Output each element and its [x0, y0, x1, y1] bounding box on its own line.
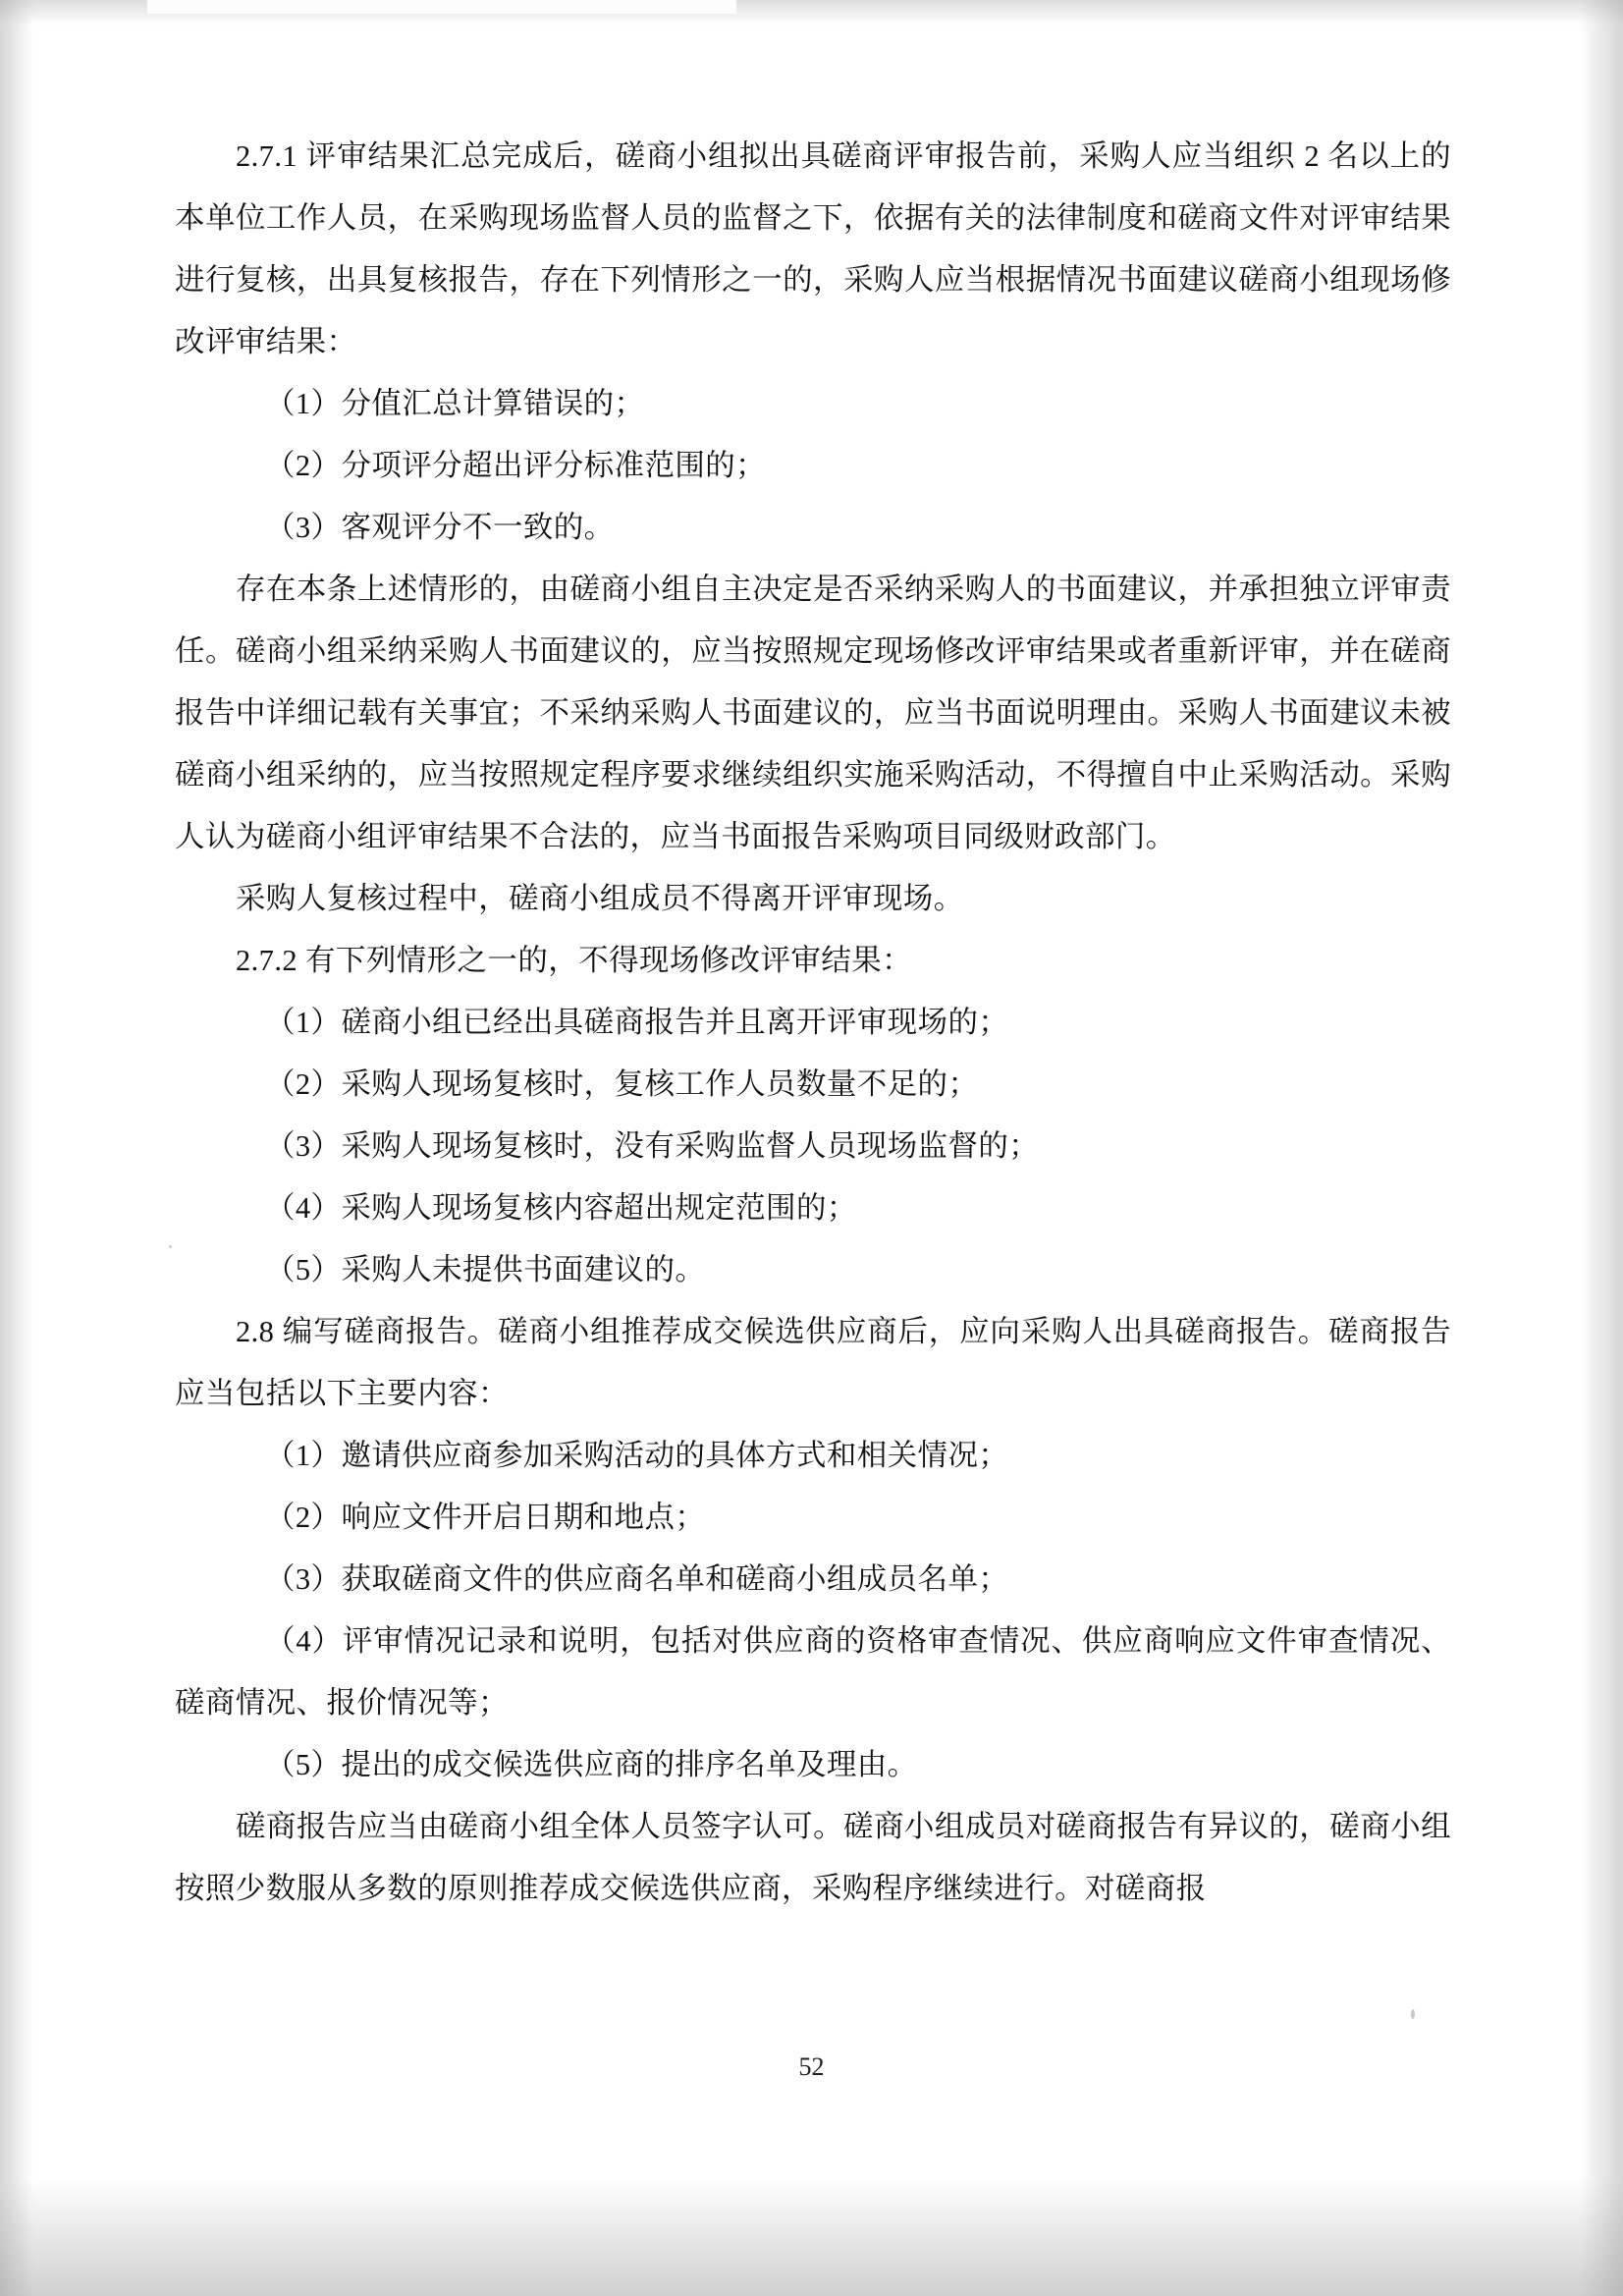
- paragraph: 2.7.1 评审结果汇总完成后，磋商小组拟出具磋商评审报告前，采购人应当组织 2 名以上的本单位工作人员，在采购现场监督人员的监督之下，依据有关的法律制度和磋商文件对评审结果进行复核，出具复核报告，存在下列情形之一的，采购人应当根据情况书面建议磋商小组现场修改评审结果：: [175, 139, 1451, 358]
- paragraph: （2）采购人现场复核时，复核工作人员数量不足的；: [265, 1067, 979, 1101]
- paragraph: （4）评审情况记录和说明，包括对供应商的资格审查情况、供应商响应文件审查情况、磋商情况、报价情况等；: [175, 1624, 1451, 1720]
- scan-edge-shading-top: [0, 0, 1623, 26]
- scan-speck: [169, 1245, 172, 1248]
- paragraph: 2.8 编写磋商报告。磋商小组推荐成交候选供应商后，应向采购人出具磋商报告。磋商报告应当包括以下主要内容：: [175, 1315, 1451, 1410]
- paragraph: （2）分项评分超出评分标准范围的；: [265, 449, 767, 482]
- scan-speck: [1411, 2009, 1415, 2019]
- page-number: 52: [798, 2052, 825, 2081]
- scan-edge-highlight-top: [147, 0, 736, 14]
- paragraph: （3）获取磋商文件的供应商名单和磋商小组成员名单；: [265, 1562, 1009, 1596]
- paragraph: （3）采购人现场复核时，没有采购监督人员现场监督的；: [265, 1129, 1040, 1163]
- paragraph: 2.7.2 有下列情形之一的，不得现场修改评审结果：: [236, 944, 913, 977]
- paragraph: （1）邀请供应商参加采购活动的具体方式和相关情况；: [265, 1439, 1009, 1472]
- scan-edge-shading-left: [0, 0, 33, 2296]
- scan-edge-shading-bottom: [0, 2178, 1623, 2296]
- scan-edge-shading-right: [1580, 0, 1623, 2296]
- paragraph: （5）提出的成交候选供应商的排序名单及理由。: [265, 1748, 918, 1781]
- paragraph: 存在本条上述情形的，由磋商小组自主决定是否采纳采购人的书面建议，并承担独立评审责任。磋商小组采纳采购人书面建议的，应当按照规定现场修改评审结果或者重新评审，并在磋商报告中详细记载有关事宜；不采纳采购人书面建议的，应当书面说明理由。采购人书面建议未被磋商小组采纳的，应当按照规定程序要求继续组织实施采购活动，不得擅自中止采购活动。采购人认为磋商小组评审结果不合法的，应当书面报告采购项目同级财政部门。: [175, 573, 1451, 853]
- paragraph: （5）采购人未提供书面建议的。: [265, 1253, 706, 1286]
- paragraph: （3）客观评分不一致的。: [265, 511, 615, 544]
- paragraph: （4）采购人现场复核内容超出规定范围的；: [265, 1191, 857, 1225]
- paragraph: 采购人复核过程中，磋商小组成员不得离开评审现场。: [236, 882, 964, 915]
- paragraph: （2）响应文件开启日期和地点；: [265, 1501, 706, 1534]
- document-body: [175, 126, 1451, 1920]
- paragraph: （1）分值汇总计算错误的；: [265, 387, 645, 420]
- paragraph: （1）磋商小组已经出具磋商报告并且离开评审现场的；: [265, 1006, 1009, 1039]
- paragraph: 磋商报告应当由磋商小组全体人员签字认可。磋商小组成员对磋商报告有异议的，磋商小组按照少数服从多数的原则推荐成交候选供应商，采购程序继续进行。对磋商报: [175, 1810, 1451, 1905]
